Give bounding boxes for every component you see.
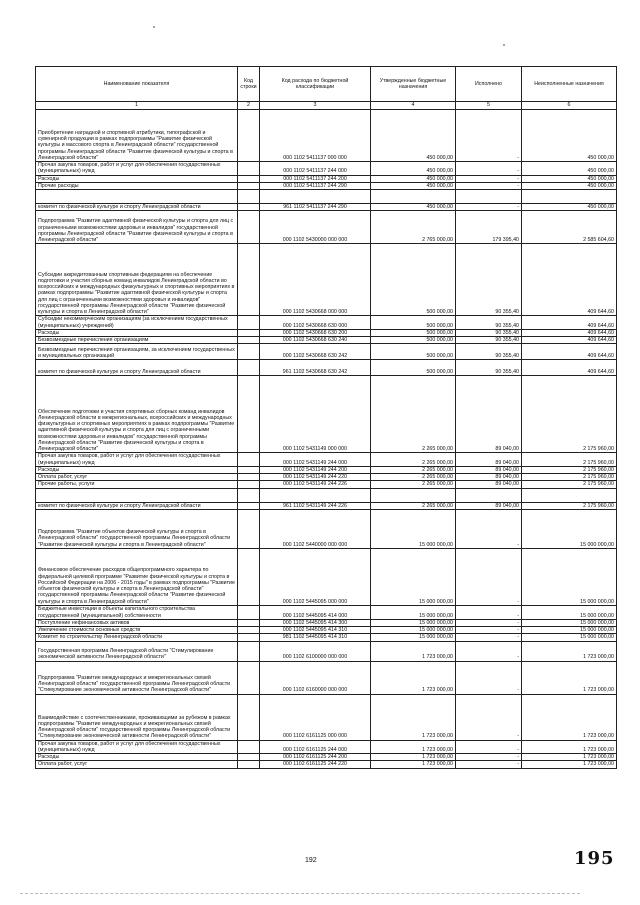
row-code-cell [260,190,371,204]
row-name-cell: комитет по физической культуре и спорту Ленинградской области [36,360,238,376]
row-code-cell: 000 1102 5431149 244 220 [260,474,371,481]
row-executed-cell: 89 040,00 [456,466,522,473]
row-approved-cell: 2 265 000,00 [371,481,456,488]
row-unexecuted-cell: 2 175 960,00 [522,481,617,488]
row-code-cell: 000 1102 5411137 244 290 [260,182,371,189]
row-line-cell [238,190,260,204]
row-code-cell: 000 1102 6100000 000 000 [260,641,371,661]
table-header-row [36,67,617,102]
budget-report-sheet [35,66,616,769]
table-row [36,627,617,634]
row-code-cell: 981 1102 5445095 414 310 [260,634,371,641]
row-executed-cell: - [456,182,522,189]
row-unexecuted-cell: 409 644,60 [522,316,617,330]
row-unexecuted-cell: 2 175 960,00 [522,466,617,473]
row-unexecuted-cell: 409 644,60 [522,360,617,376]
row-code-cell [260,488,371,502]
table-row [36,761,617,768]
row-approved-cell: 15 000 000,00 [371,627,456,634]
row-name-cell: Взаимодействие с соотечественниками, проживающими за рубежом в рамках подпрограммы "Развитие международных и межрегиональных связей Ленинградской области" государственной программы Ленинградской области "Стимулирование экономической активности Ленинградской области" [36,694,238,740]
table-row [36,344,617,360]
row-executed-cell: - [456,175,522,182]
table-row [36,360,617,376]
row-code-cell: 000 1102 5411137 000 000 [260,110,371,162]
row-name-cell: Приобретение наградной и спортивной атрибутики, типографской и сувенирной продукции в рамках подпрограммы "Развитие физической культуры и массового спорта в Ленинградской области" государственной программы Ленинградской области "Развитие физической культуры и спорта в Ленинградской области" [36,110,238,162]
row-approved-cell: 1 723 000,00 [371,661,456,694]
row-unexecuted-cell [522,488,617,502]
row-executed-cell: - [456,761,522,768]
row-executed-cell: - [456,605,522,619]
row-line-cell [238,509,260,548]
row-approved-cell: 500 000,00 [371,244,456,316]
row-executed-cell: 90 355,40 [456,360,522,376]
table-row [36,481,617,488]
row-code-cell: 000 1102 5440000 000 000 [260,509,371,548]
row-approved-cell: 15 000 000,00 [371,619,456,626]
row-code-cell: 000 1102 5411137 244 200 [260,175,371,182]
row-unexecuted-cell: 2 585 604,60 [522,211,617,244]
row-unexecuted-cell: 1 723 000,00 [522,740,617,754]
row-name-cell: комитет по физической культуре и спорту Ленинградской области [36,204,238,211]
row-executed-cell [456,190,522,204]
row-name-cell: Расходы [36,466,238,473]
row-unexecuted-cell: 15 000 000,00 [522,634,617,641]
row-executed-cell: 90 355,40 [456,344,522,360]
row-unexecuted-cell: 15 000 000,00 [522,548,617,605]
row-name-cell: Прочая закупка товаров, работ и услуг для обеспечения государственных (муниципальных) нужд [36,162,238,176]
table-row [36,641,617,661]
table-row [36,619,617,626]
row-unexecuted-cell: 15 000 000,00 [522,605,617,619]
row-executed-cell: 179 395,40 [456,211,522,244]
table-row [36,509,617,548]
row-line-cell [238,634,260,641]
row-executed-cell: 89 040,00 [456,474,522,481]
row-code-cell: 000 1102 5430000 000 000 [260,211,371,244]
row-approved-cell: 2 265 000,00 [371,376,456,453]
row-name-cell: Прочая закупка товаров, работ и услуг для обеспечения государственных (муниципальных) нужд [36,740,238,754]
header-executed: Исполнено [456,67,522,102]
row-line-cell [238,182,260,189]
row-line-cell [238,761,260,768]
row-unexecuted-cell [522,190,617,204]
row-name-cell: комитет по физической культуре и спорту Ленинградской области [36,502,238,509]
row-line-cell [238,466,260,473]
row-line-cell [238,740,260,754]
row-unexecuted-cell: 1 723 000,00 [522,661,617,694]
row-executed-cell: 90 355,40 [456,316,522,330]
row-code-cell: 961 1102 5411137 244 290 [260,204,371,211]
row-name-cell: Расходы [36,175,238,182]
row-name-cell: Прочая закупка товаров, работ и услуг для обеспечения государственных (муниципальных) нужд [36,453,238,467]
row-name-cell [36,488,238,502]
row-name-cell: Подпрограмма "Развитие адаптивной физической культуры и спорта для лиц с ограниченными возможностями здоровья и инвалидов" государственной программы Ленинградской области "Развитие физической культуры и спорта в Ленинградской области" [36,211,238,244]
table-row [36,634,617,641]
row-code-cell: 000 1102 5430668 630 200 [260,329,371,336]
row-code-cell: 000 1102 6161125 244 220 [260,761,371,768]
row-unexecuted-cell: 409 644,60 [522,244,617,316]
table-row [36,211,617,244]
row-line-cell [238,502,260,509]
row-unexecuted-cell: 2 175 960,00 [522,474,617,481]
row-name-cell: Бюджетные инвестиции в объекты капитального строительства государственной (муниципальной) собственности [36,605,238,619]
row-code-cell: 000 1102 5411137 244 000 [260,162,371,176]
row-name-cell [36,190,238,204]
row-approved-cell: 500 000,00 [371,344,456,360]
row-approved-cell: 500 000,00 [371,316,456,330]
row-executed-cell: - [456,548,522,605]
row-name-cell: Расходы [36,754,238,761]
row-executed-cell: - [456,694,522,740]
row-approved-cell: 500 000,00 [371,337,456,344]
row-code-cell: 000 1102 6160000 000 000 [260,661,371,694]
row-name-cell: Безвозмездные перечисления организациям [36,337,238,344]
column-number-row [36,102,617,110]
row-line-cell [238,337,260,344]
table-row [36,204,617,211]
row-unexecuted-cell: 409 644,60 [522,344,617,360]
row-executed-cell: 90 355,40 [456,244,522,316]
row-approved-cell: 1 723 000,00 [371,754,456,761]
table-row [36,502,617,509]
header-approved: Утвержденные бюджетные назначения [371,67,456,102]
row-line-cell [238,329,260,336]
row-approved-cell: 2 265 000,00 [371,453,456,467]
row-line-cell [238,548,260,605]
row-approved-cell: 450 000,00 [371,182,456,189]
row-approved-cell: 2 265 000,00 [371,466,456,473]
table-row [36,329,617,336]
row-approved-cell: 15 000 000,00 [371,548,456,605]
row-approved-cell: 1 723 000,00 [371,761,456,768]
row-name-cell: Обеспечение подготовки и участия спортивных сборных команд инвалидов Ленинградской области в межрегиональных, всероссийских и международных физкультурных и спортивных мероприятиях в рамках подпрограммы "Развитие адаптивной физической культуры и спорта для лиц с ограниченными возможностями здоровья и инвалидов" государственной программы Ленинградской области "Развитие физической культуры и спорта в Ленинградской области" [36,376,238,453]
column-number: 1 [36,102,238,110]
row-line-cell [238,360,260,376]
table-row [36,754,617,761]
row-line-cell [238,641,260,661]
row-executed-cell: 90 355,40 [456,329,522,336]
column-number: 4 [371,102,456,110]
row-code-cell: 000 1102 5430668 000 000 [260,244,371,316]
row-code-cell: 000 1102 5431149 000 000 [260,376,371,453]
row-line-cell [238,344,260,360]
table-row [36,244,617,316]
column-number: 5 [456,102,522,110]
row-code-cell: 000 1102 5431149 244 000 [260,453,371,467]
header-name: Наименование показателя [36,67,238,102]
row-line-cell [238,488,260,502]
row-name-cell: Финансовое обеспечение расходов общепрограммного характера по федеральной целевой программе "Развитие физической культуры и спорта в Российской Федерации на 2006 - 2015 годы" в рамках подпрограммы "Развитие объектов физической культуры и спорта в Ленинградской области" государственной программы Ленинградской области "Развитие физической культуры и спорта в Ленинградской области" [36,548,238,605]
row-executed-cell: - [456,641,522,661]
row-approved-cell: 450 000,00 [371,162,456,176]
row-line-cell [238,619,260,626]
row-name-cell: Комитет по строительству Ленинградской области [36,634,238,641]
column-number: 6 [522,102,617,110]
row-line-cell [238,162,260,176]
row-executed-cell: - [456,619,522,626]
row-name-cell: Субсидии аккредитованным спортивным федерациям на обеспечение подготовки и участия сборных команд инвалидов Ленинградской области во всероссийских и международных физкультурных и спортивных мероприятиях в рамках подпрограммы "Развитие адаптивной физической культуры и спорта для лиц с ограниченными возможностями здоровья и инвалидов" государственной программы Ленинградской области "Развитие физической культуры и спорта в Ленинградской области" [36,244,238,316]
row-approved-cell: 2 265 000,00 [371,502,456,509]
row-line-cell [238,204,260,211]
row-approved-cell: 450 000,00 [371,175,456,182]
row-approved-cell: 2 765 000,00 [371,211,456,244]
row-code-cell: 961 1102 5431149 244 226 [260,502,371,509]
table-row [36,474,617,481]
row-name-cell: Поступление нефинансовых активов [36,619,238,626]
row-approved-cell: 15 000 000,00 [371,509,456,548]
row-line-cell [238,453,260,467]
row-code-cell: 000 1102 5430668 630 240 [260,337,371,344]
table-row [36,453,617,467]
row-line-cell [238,110,260,162]
table-row [36,337,617,344]
row-line-cell [238,211,260,244]
row-line-cell [238,481,260,488]
row-approved-cell: 15 000 000,00 [371,634,456,641]
column-number: 3 [260,102,371,110]
row-executed-cell: - [456,661,522,694]
table-row [36,376,617,453]
row-name-cell: Государственная программа Ленинградской области "Стимулирование экономической активности Ленинградской области" [36,641,238,661]
row-code-cell: 000 1102 6161125 244 000 [260,740,371,754]
row-unexecuted-cell: 1 723 000,00 [522,761,617,768]
row-unexecuted-cell: 450 000,00 [522,175,617,182]
header-budget-code: Код расхода по бюджетной классификации [260,67,371,102]
row-line-cell [238,754,260,761]
table-row [36,466,617,473]
row-unexecuted-cell: 450 000,00 [522,162,617,176]
row-unexecuted-cell: 2 175 960,00 [522,376,617,453]
row-name-cell: Расходы [36,329,238,336]
table-row [36,694,617,740]
table-row [36,548,617,605]
row-unexecuted-cell: 2 175 960,00 [522,502,617,509]
row-unexecuted-cell: 2 175 960,00 [522,453,617,467]
row-executed-cell: - [456,509,522,548]
row-executed-cell: 89 040,00 [456,481,522,488]
row-name-cell: Оплата работ, услуг [36,474,238,481]
row-line-cell [238,244,260,316]
row-executed-cell: - [456,110,522,162]
row-approved-cell: 1 723 000,00 [371,740,456,754]
row-code-cell: 000 1102 5445095 414 000 [260,605,371,619]
row-approved-cell: 2 265 000,00 [371,474,456,481]
row-unexecuted-cell: 1 723 000,00 [522,694,617,740]
row-unexecuted-cell: 450 000,00 [522,110,617,162]
header-line-code: Код строки [238,67,260,102]
row-code-cell: 000 1102 5431149 244 226 [260,481,371,488]
row-approved-cell: 450 000,00 [371,204,456,211]
row-code-cell: 000 1102 5430668 630 242 [260,344,371,360]
header-unexecuted: Неисполненные назначения [522,67,617,102]
budget-execution-table [35,66,617,769]
row-code-cell: 961 1102 5430668 630 242 [260,360,371,376]
page-number: 192 [305,857,317,864]
row-unexecuted-cell: 1 723 000,00 [522,754,617,761]
row-approved-cell: 1 723 000,00 [371,641,456,661]
row-name-cell: Подпрограмма "Развитие международных и межрегиональных связей Ленинградской области" государственной программы Ленинградской области "Стимулирование экономической активности Ленинградской области" [36,661,238,694]
row-executed-cell: - [456,754,522,761]
row-line-cell [238,175,260,182]
row-code-cell: 000 1102 5431149 244 200 [260,466,371,473]
scan-edge-line [20,893,580,894]
row-code-cell: 000 1102 5445095 414 300 [260,619,371,626]
row-approved-cell: 450 000,00 [371,110,456,162]
row-unexecuted-cell: 409 644,60 [522,329,617,336]
row-name-cell: Прочие расходы [36,182,238,189]
column-number: 2 [238,102,260,110]
table-row [36,661,617,694]
row-executed-cell: - [456,634,522,641]
row-code-cell: 000 1102 5430668 630 000 [260,316,371,330]
table-row [36,110,617,162]
row-executed-cell: - [456,162,522,176]
row-executed-cell: 89 040,00 [456,453,522,467]
row-unexecuted-cell: 1 723 000,00 [522,641,617,661]
row-code-cell: 000 1102 6161125 000 000 [260,694,371,740]
row-line-cell [238,316,260,330]
row-name-cell: Прочие работы, услуги [36,481,238,488]
handwritten-sheet-number: 195 [574,848,615,869]
row-approved-cell [371,488,456,502]
table-row [36,316,617,330]
row-approved-cell [371,190,456,204]
row-line-cell [238,627,260,634]
table-row [36,488,617,502]
row-name-cell: Увеличение стоимости основных средств [36,627,238,634]
table-row [36,190,617,204]
row-approved-cell: 500 000,00 [371,329,456,336]
row-executed-cell: 89 040,00 [456,502,522,509]
row-executed-cell: - [456,204,522,211]
row-name-cell: Оплата работ, услуг [36,761,238,768]
row-executed-cell: - [456,740,522,754]
row-unexecuted-cell: 409 644,60 [522,337,617,344]
row-line-cell [238,694,260,740]
row-approved-cell: 15 000 000,00 [371,605,456,619]
row-unexecuted-cell: 15 000 000,00 [522,509,617,548]
row-code-cell: 000 1102 6161125 244 200 [260,754,371,761]
row-line-cell [238,661,260,694]
table-row [36,605,617,619]
row-name-cell: Безвозмездные перечисления организациям, за исключением государственных и муниципальных организаций [36,344,238,360]
row-executed-cell: 89 040,00 [456,376,522,453]
row-line-cell [238,605,260,619]
row-unexecuted-cell: 450 000,00 [522,182,617,189]
row-executed-cell [456,488,522,502]
row-approved-cell: 500 000,00 [371,360,456,376]
row-executed-cell: - [456,627,522,634]
row-approved-cell: 1 723 000,00 [371,694,456,740]
row-executed-cell: 90 355,40 [456,337,522,344]
row-name-cell: Подпрограмма "Развитие объектов физической культуры и спорта в Ленинградской области" государственной программы Ленинградской области "Развитие физической культуры и спорта в Ленинградской области" [36,509,238,548]
row-code-cell: 000 1102 5445095 414 310 [260,627,371,634]
row-name-cell: Субсидии некоммерческим организациям (за исключением государственных (муниципальных) учреждений) [36,316,238,330]
scan-speck [153,26,155,28]
row-unexecuted-cell: 15 000 000,00 [522,627,617,634]
scan-speck [503,44,505,46]
table-row [36,740,617,754]
row-unexecuted-cell: 15 000 000,00 [522,619,617,626]
row-unexecuted-cell: 450 000,00 [522,204,617,211]
row-line-cell [238,474,260,481]
row-line-cell [238,376,260,453]
table-body [36,110,617,769]
table-row [36,175,617,182]
table-row [36,162,617,176]
table-row [36,182,617,189]
row-code-cell: 000 1102 5445095 000 000 [260,548,371,605]
